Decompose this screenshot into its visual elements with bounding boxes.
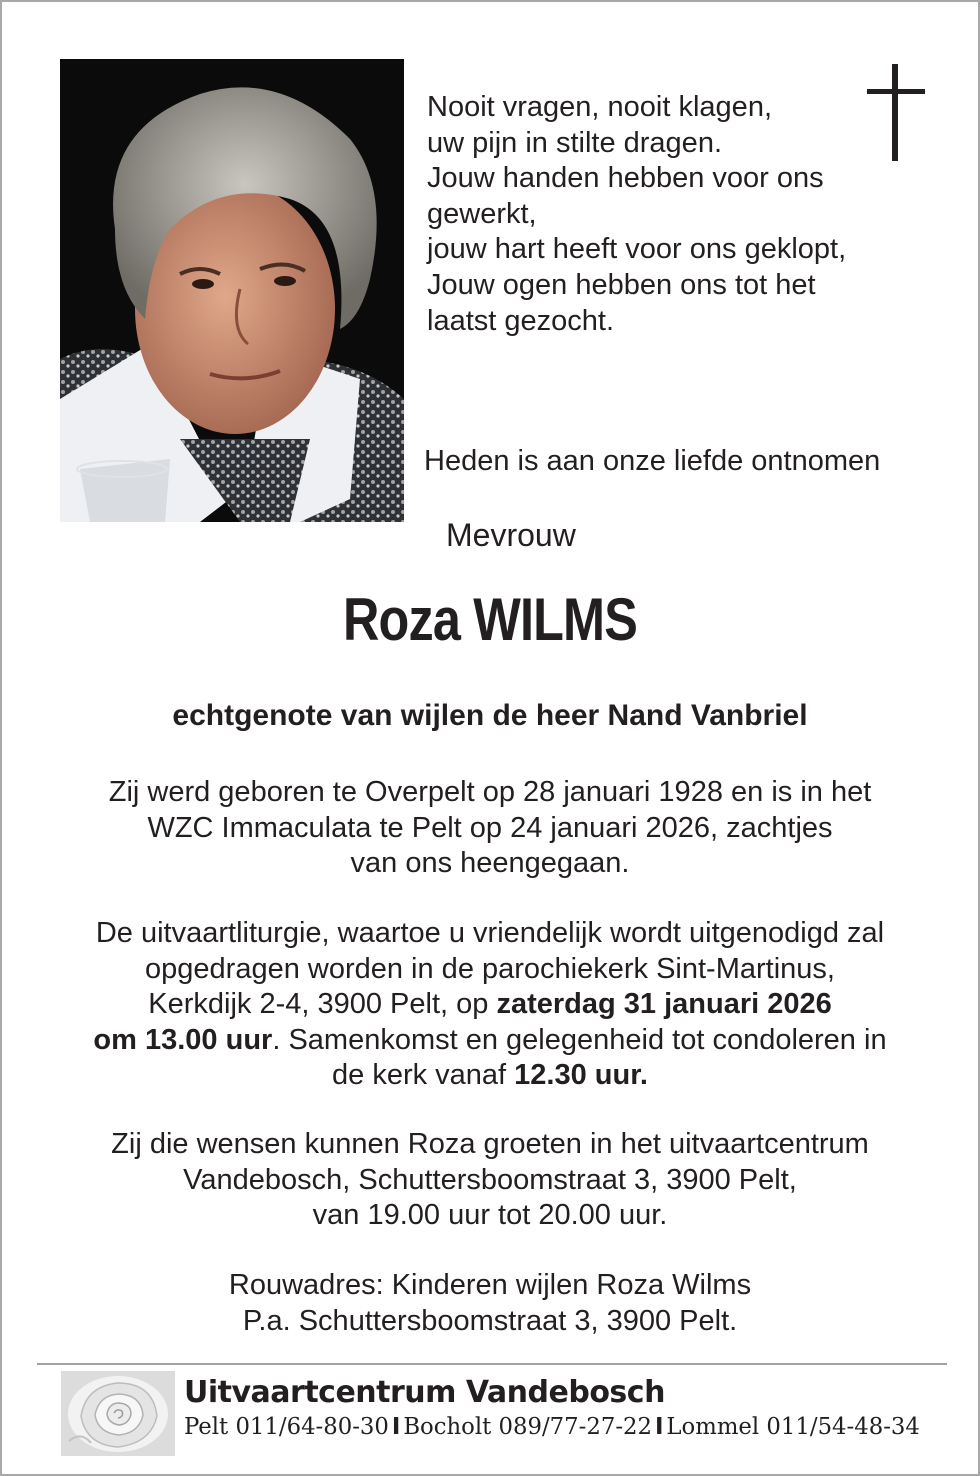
paragraph-line: opgedragen worden in de parochiekerk Sint-Martinus, [145,952,835,985]
paragraph-line: WZC Immaculata te Pelt op 24 januari 2026, zachtjes [147,811,833,844]
cross-icon [867,64,925,161]
poem-line: uw pijn in stilte dragen. [427,126,722,159]
poem-line: Jouw handen hebben voor ons [427,162,824,195]
office-lommel: Lommel 011/54-48-34 [666,1414,920,1440]
paragraph-line: van ons heengegaan. [350,847,630,879]
paragraph-line: P.a. Schuttersboomstraat 3, 3900 Pelt. [242,1304,738,1337]
rose-icon [61,1371,175,1456]
paragraph-line [2,1023,978,1059]
paragraph-line: Vandebosch, Schuttersboomstraat 3, 3900 Pelt, [183,1163,797,1196]
portrait-photo [60,59,404,522]
funeral-paragraph [2,916,978,1094]
spouse-line: echtgenote van wijlen de heer Nand Vanbriel [172,699,808,732]
office-bocholt: Bocholt 089/77-27-22 [403,1414,653,1440]
office-pelt: Pelt 011/64-80-30 [184,1414,389,1440]
visitation-paragraph [2,1127,978,1234]
paragraph-line [2,1058,978,1094]
church-address: Kerkdijk 2-4, 3900 Pelt, op [148,988,497,1020]
footer-divider [37,1363,947,1365]
poem-line: jouw hart heeft voor ons geklopt, [427,233,847,266]
separator: I [654,1414,664,1440]
condolence-info: . Samenkomst en gelegenheid tot condoleren in [272,1023,887,1056]
separator: I [391,1414,401,1440]
paragraph-line: Zij werd geboren te Overpelt op 28 januari 1928 en is in het [108,776,872,808]
intro-text: Heden is aan onze liefde ontnomen [424,445,881,477]
funeral-home-name: Uitvaartcentrum Vandebosch [184,1375,665,1410]
condolence-time: 12.30 uur. [514,1059,648,1091]
paragraph-line: Zij die wensen kunnen Roza groeten in het uitvaartcentrum [111,1128,869,1160]
portrait-illustration [60,59,404,522]
paragraph-line: De uitvaartliturgie, waartoe u vriendelijk wordt uitgenodigd zal [95,917,885,949]
deceased-name: Roza WILMS [343,586,637,653]
salutation: Mevrouw [446,517,576,553]
paragraph-line: van 19.00 uur tot 20.00 uur. [312,1199,668,1231]
birth-death-paragraph [2,775,978,882]
poem-line: Nooit vragen, nooit klagen, [427,91,772,123]
funeral-date: zaterdag 31 januari 2026 [496,988,832,1020]
paragraph-line: Rouwadres: Kinderen wijlen Roza Wilms [228,1269,752,1301]
funeral-time: om 13.00 uur [93,1023,273,1056]
condolence-location: de kerk vanaf [332,1059,515,1091]
paragraph-line [2,987,978,1023]
poem [427,90,877,339]
poem-line: Jouw ogen hebben ons tot het [427,268,816,301]
poem-line: laatst gezocht. [427,304,614,337]
poem-line: gewerkt, [427,197,537,230]
mourning-address [2,1268,978,1339]
funeral-home-phones [184,1414,920,1440]
